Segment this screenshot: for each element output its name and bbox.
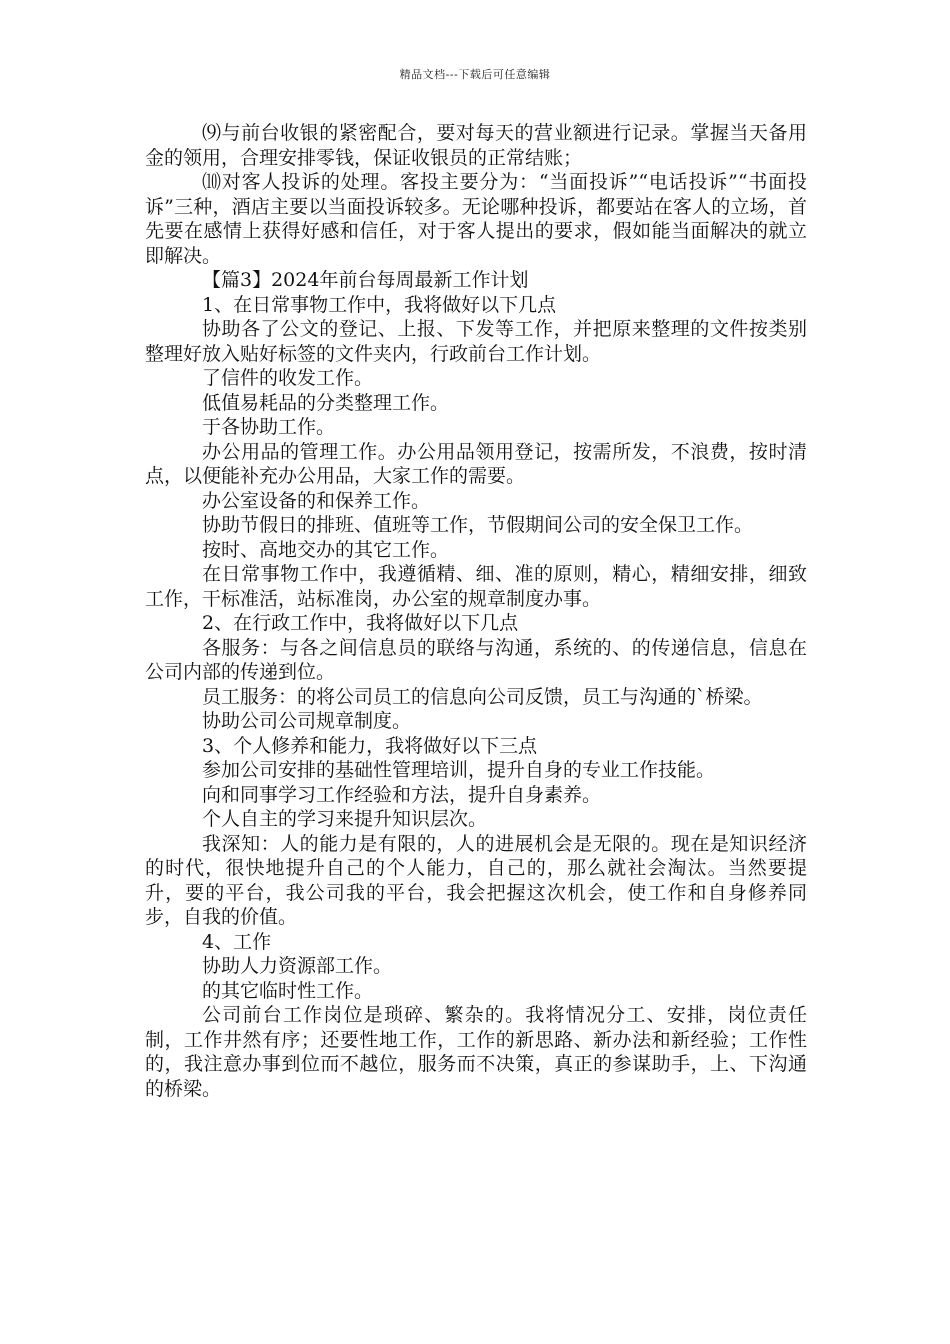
paragraph: 办公用品的管理工作。办公用品领用登记，按需所发，不浪费，按时清点，以便能补充办公用品，大家工作的需要。 xyxy=(145,440,807,487)
paragraph: 员工服务：的将公司员工的信息向公司反馈，员工与沟通的`桥梁。 xyxy=(202,685,763,708)
paragraph: 按时、高地交办的其它工作。 xyxy=(202,538,450,561)
paragraph: 了信件的收发工作。 xyxy=(202,367,374,389)
paragraph: 协助人力资源部工作。 xyxy=(202,955,393,977)
paragraph: 协助各了公文的登记、上报、下发等工作，并把原来整理的文件按类别整理好放入贴好标签的文件夹内，行政前台工作计划。 xyxy=(145,318,807,365)
section-heading: 4、工作 xyxy=(202,930,272,953)
page-header: 精品文档---下载后可任意编辑 xyxy=(399,68,551,81)
section-heading: 3、个人修养和能力，我将做好以下三点 xyxy=(202,734,538,757)
paragraph: ⑽对客人投诉的处理。客投主要分为：“当面投诉”“电话投诉”“书面投诉”三种，酒店主要以当面投诉较多。无论哪种投诉，都要站在客人的立场，首先要在感情上获得好感和信任，对于客人提出的要求，假如能当面解决的就立即解决。 xyxy=(145,171,807,267)
paragraph: 各服务：与各之间信息员的联络与沟通，系统的、的传递信息，信息在公司内部的传递到位。 xyxy=(145,636,807,683)
section-heading: 1、在日常事物工作中，我将做好以下几点 xyxy=(202,293,557,316)
document-body xyxy=(145,121,807,1101)
section-heading: 2、在行政工作中，我将做好以下几点 xyxy=(202,612,519,634)
paragraph: 于各协助工作。 xyxy=(202,416,336,438)
paragraph: ⑼与前台收银的紧密配合，要对每天的营业额进行记录。掌握当天备用金的领用，合理安排零钱，保证收银员的正常结账； xyxy=(145,122,807,169)
paragraph: 参加公司安排的基础性管理培训，提升自身的专业工作技能。 xyxy=(202,759,716,781)
paragraph: 低值易耗品的分类整理工作。 xyxy=(202,391,450,414)
paragraph: 个人自主的学习来提升知识层次。 xyxy=(202,808,488,830)
paragraph: 公司前台工作岗位是琐碎、繁杂的。我将情况分工、安排，岗位责任制，工作井然有序；还要性地工作，工作的新思路、新办法和新经验；工作性的，我注意办事到位而不越位，服务而不决策，真正的参谋助手，上、下沟通的桥梁。 xyxy=(145,1004,807,1100)
paragraph: 办公室设备的和保养工作。 xyxy=(202,489,431,512)
paragraph: 向和同事学习工作经验和方法，提升自身素养。 xyxy=(202,783,602,806)
paragraph: 协助公司公司规章制度。 xyxy=(202,710,412,732)
section-title: 【篇3】2024年前台每周最新工作计划 xyxy=(202,269,529,291)
paragraph: 协助节假日的排班、值班等工作，节假期间公司的安全保卫工作。 xyxy=(202,514,754,536)
paragraph: 在日常事物工作中，我遵循精、细、准的原则，精心，精细安排，细致工作，干标准活，站标准岗，办公室的规章制度办事。 xyxy=(145,563,807,610)
paragraph: 的其它临时性工作。 xyxy=(202,979,374,1002)
paragraph: 我深知：人的能力是有限的，人的进展机会是无限的。现在是知识经济的时代，很快地提升自己的个人能力，自己的，那么就社会淘汰。当然要提升，要的平台，我公司我的平台，我会把握这次机会，使工作和自身修养同步，自我的价值。 xyxy=(145,832,807,928)
